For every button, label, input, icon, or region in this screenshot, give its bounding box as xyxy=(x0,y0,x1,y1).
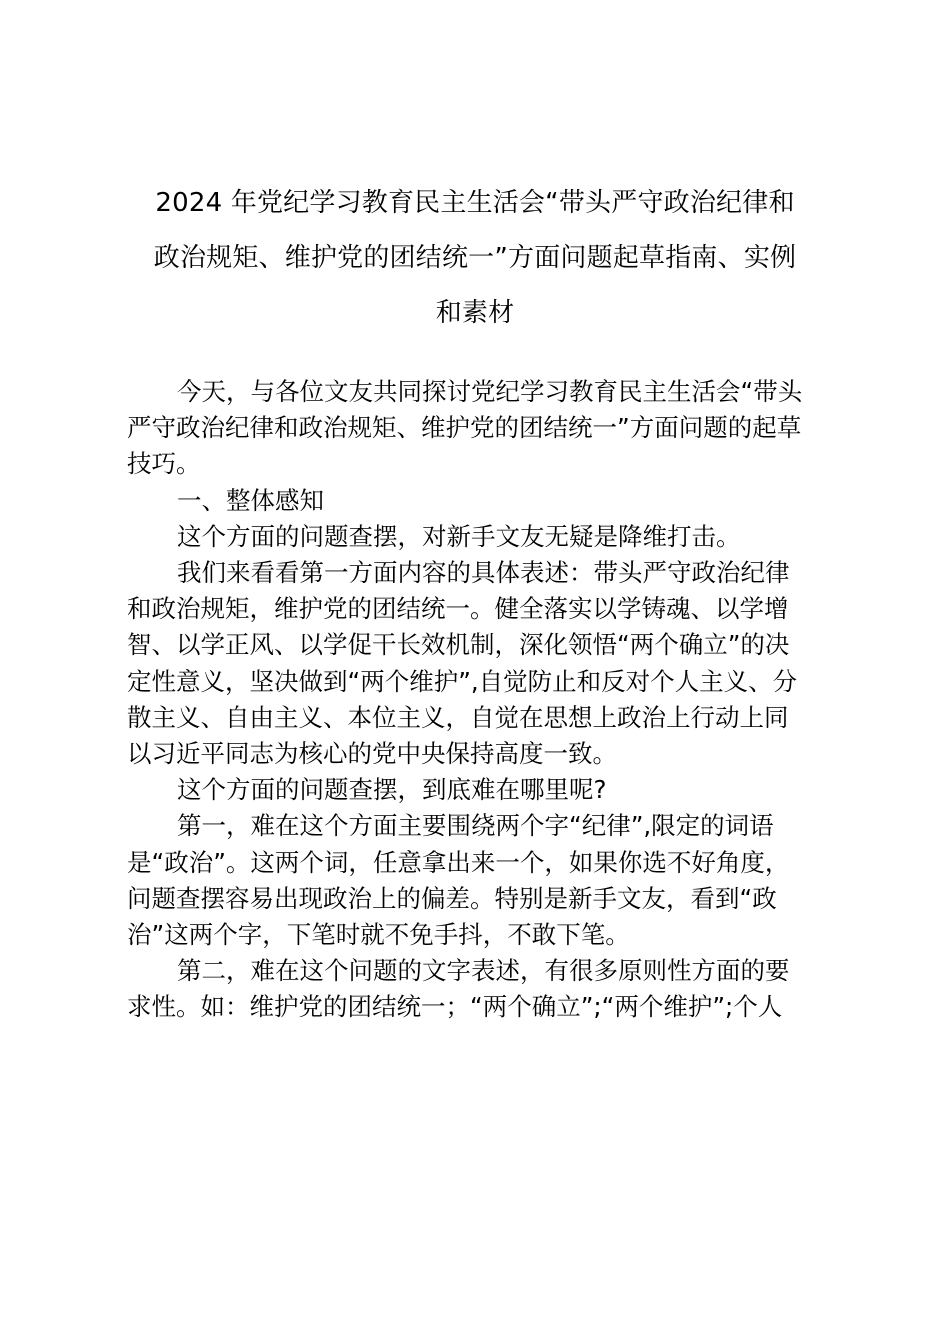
text-line: 治”这两个字，下笔时就不免手抖，不敢下笔。 xyxy=(127,920,630,950)
text-line: 是“政治”。这两个词，任意拿出来一个，如果你选不好角度， xyxy=(127,847,790,877)
text-line: 今天，与各位文友共同探讨党纪学习教育民主生活会“带头 xyxy=(177,377,803,406)
text-line: 求性。如：维护党的团结统一；“两个确立”;“两个维护”;个人 xyxy=(127,992,783,1022)
paragraph xyxy=(127,953,837,1025)
text-line: 我们来看看第一方面内容的具体表述：带头严守政治纪律 xyxy=(177,558,790,588)
document-body xyxy=(127,374,837,1026)
title-line: 政治规矩、维护党的团结统一”方面问题起草指南、实例 xyxy=(153,243,797,273)
title-line: 和素材 xyxy=(435,298,515,328)
text-line: 技巧。 xyxy=(127,449,201,479)
text-line: 第二，难在这个问题的文字表述，有很多原则性方面的要 xyxy=(177,956,790,986)
text-line: 这个方面的问题查摆，对新手文友无疑是降维打击。 xyxy=(177,521,741,551)
text-line: 散主义、自由主义、本位主义，自觉在思想上政治上行动上同 xyxy=(127,702,789,732)
paragraph xyxy=(127,772,837,808)
text-line: 严守政治纪律和政治规矩、维护党的团结统一”方面问题的起草 xyxy=(127,413,802,443)
text-line: 这个方面的问题查摆，到底难在哪里呢? xyxy=(177,775,607,805)
paragraph xyxy=(127,808,837,953)
text-line: 第一，难在这个方面主要围绕两个字“纪律”,限定的词语 xyxy=(177,811,774,841)
document-title xyxy=(120,176,830,341)
paragraph-intro xyxy=(127,374,837,483)
text-line: 以习近平同志为核心的党中央保持高度一致。 xyxy=(127,739,617,769)
text-line: 智、以学正风、以学促干长效机制，深化领悟“两个确立”的决 xyxy=(127,630,790,660)
section-heading xyxy=(127,483,837,519)
text-line: 定性意义，坚决做到“两个维护”,自觉防止和反对个人主义、分 xyxy=(127,666,798,696)
paragraph xyxy=(127,519,837,555)
text-line: 一、整体感知 xyxy=(177,485,324,515)
title-line: 2024 年党纪学习教育民主生活会“带头严守政治纪律和 xyxy=(155,188,795,218)
text-line: 问题查摆容易出现政治上的偏差。特别是新手文友，看到“政 xyxy=(127,883,777,913)
text-line: 和政治规矩，维护党的团结统一。健全落实以学铸魂、以学增 xyxy=(127,594,789,624)
paragraph xyxy=(127,555,837,772)
